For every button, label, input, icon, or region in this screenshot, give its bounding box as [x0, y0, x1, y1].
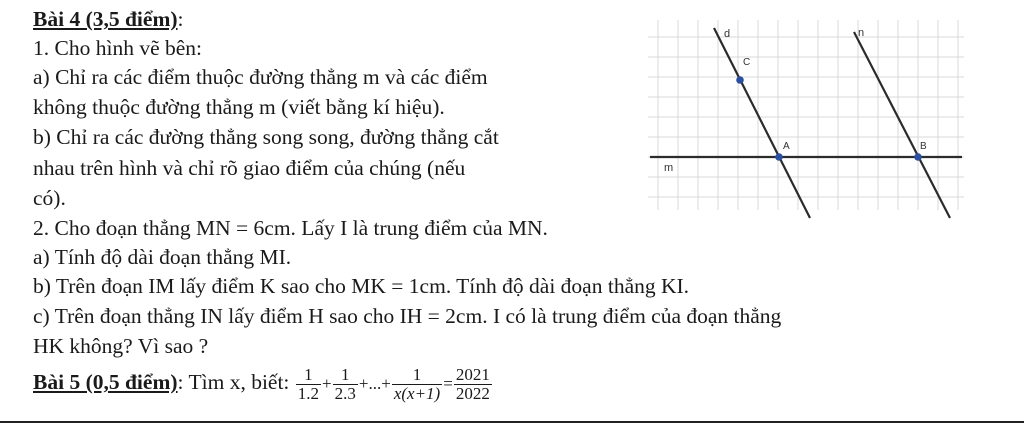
q1b-line3: có). [33, 186, 66, 210]
fraction-1-numerator: 1 [304, 364, 313, 384]
fraction-4-denominator: 2022 [455, 383, 490, 403]
q1b-line1: b) Chỉ ra các đường thẳng song song, đường thẳng cắt [33, 125, 499, 149]
label-d: d [724, 28, 731, 40]
figure-grid [648, 20, 964, 210]
equals-sign: = [443, 374, 453, 394]
bai4-heading-line [33, 6, 184, 32]
bai4-heading-suffix: : [177, 7, 184, 31]
q2c-line2: HK không? Vì sao ? [33, 334, 209, 358]
fraction-2-numerator: 1 [341, 364, 350, 384]
fraction-1-denominator: 1.2 [297, 383, 320, 403]
point-A [775, 153, 783, 161]
label-n: n [858, 27, 865, 39]
q2c-line1: c) Trên đoạn thẳng IN lấy điểm H sao cho IH = 2cm. I có là trung điểm của đoạn thẳng [33, 304, 782, 328]
geometry-figure [648, 20, 964, 220]
q2a: a) Tính độ dài đoạn thẳng MI. [33, 245, 292, 269]
point-C [736, 76, 744, 84]
fraction-4 [454, 366, 492, 403]
bai4-heading: Bài 4 (3,5 điểm) [33, 7, 178, 31]
fraction-3 [392, 366, 442, 403]
fraction-3-denominator: x(x+1) [393, 383, 441, 403]
point-B [914, 153, 922, 161]
line-n [854, 32, 950, 218]
label-B: B [920, 141, 927, 152]
bottom-divider [0, 421, 1024, 423]
label-C: C [743, 57, 751, 68]
label-m: m [664, 162, 674, 174]
fraction-2 [333, 366, 358, 403]
q2b: b) Trên đoạn IM lấy điểm K sao cho MK = 1cm. Tính độ dài đoạn thẳng KI. [33, 274, 690, 298]
q1-intro: 1. Cho hình vẽ bên: [33, 36, 202, 60]
q2-intro: 2. Cho đoạn thẳng MN = 6cm. Lấy I là trung điểm của MN. [33, 216, 548, 240]
bai5-text: : Tìm x, biết: [177, 370, 290, 394]
q1a-line1: a) Chỉ ra các điểm thuộc đường thẳng m và các điểm [33, 65, 488, 89]
plus-sign: + [322, 374, 332, 394]
bai5-line [33, 362, 493, 404]
ellipsis-sum: +...+ [358, 374, 391, 394]
fraction-1 [296, 366, 321, 403]
fraction-4-numerator: 2021 [455, 364, 490, 384]
fraction-2-denominator: 2.3 [334, 383, 356, 403]
bai5-heading: Bài 5 (0,5 điểm) [33, 370, 178, 394]
q1a-line2: không thuộc đường thẳng m (viết bằng kí hiệu). [33, 95, 445, 119]
q1b-line2: nhau trên hình và chỉ rõ giao điểm của chúng (nếu [33, 156, 466, 180]
fraction-3-numerator: 1 [412, 364, 422, 384]
label-A: A [783, 141, 790, 152]
